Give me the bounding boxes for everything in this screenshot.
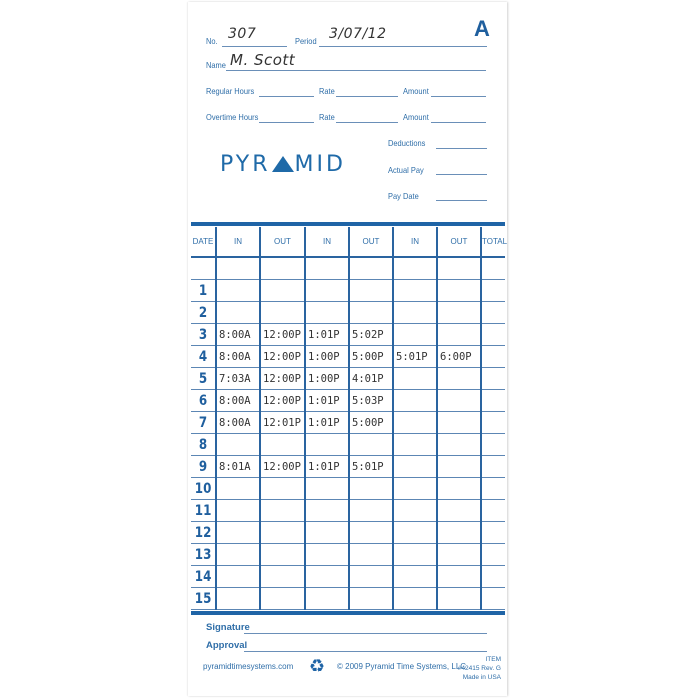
time-cell[interactable]: 7:03A: [216, 368, 260, 390]
time-cell[interactable]: 8:00A: [216, 324, 260, 346]
time-cell[interactable]: [349, 302, 393, 324]
time-cell[interactable]: 1:00P: [305, 368, 349, 390]
time-cell[interactable]: 5:02P: [349, 324, 393, 346]
table-row: [191, 368, 505, 390]
time-cell[interactable]: [393, 478, 437, 500]
time-cell[interactable]: [437, 456, 481, 478]
pay-date-field[interactable]: [436, 200, 487, 201]
time-cell[interactable]: [349, 500, 393, 522]
table-row: [191, 544, 505, 566]
table-header-row: [191, 227, 505, 257]
time-cell[interactable]: [305, 478, 349, 500]
time-table: [191, 227, 508, 610]
time-cell[interactable]: 1:00P: [305, 346, 349, 368]
overtime-amount-label: Amount: [403, 112, 429, 122]
no-label: No.: [206, 36, 218, 46]
time-cell[interactable]: [260, 522, 305, 544]
time-cell[interactable]: [305, 544, 349, 566]
table-row: [191, 390, 505, 412]
table-row: [191, 412, 505, 434]
time-cell[interactable]: [260, 302, 305, 324]
time-cell[interactable]: 12:01P: [260, 412, 305, 434]
time-card: [188, 2, 507, 696]
time-cell[interactable]: 12:00P: [260, 324, 305, 346]
table-bottom-bar: [191, 611, 505, 615]
logo-text-right: MID: [294, 152, 346, 177]
date-cell: 9: [193, 456, 214, 478]
date-cell: 11: [193, 500, 214, 522]
card-letter: A: [474, 16, 490, 41]
date-cell: 6: [193, 390, 214, 412]
date-cell: 1: [193, 280, 214, 302]
time-cell[interactable]: [481, 544, 505, 566]
pyramid-triangle-icon: [272, 156, 294, 172]
time-cell[interactable]: [216, 500, 260, 522]
time-cell[interactable]: [481, 324, 505, 346]
time-cell[interactable]: [437, 566, 481, 588]
overtime-rate-label: Rate: [319, 112, 335, 122]
time-cell[interactable]: [260, 544, 305, 566]
time-cell[interactable]: 5:01P: [349, 456, 393, 478]
time-cell[interactable]: [481, 588, 505, 610]
regular-rate-field[interactable]: [336, 96, 398, 97]
time-cell[interactable]: [216, 302, 260, 324]
date-cell: 14: [193, 566, 214, 588]
pay-date-label: Pay Date: [388, 191, 419, 201]
time-cell[interactable]: [305, 566, 349, 588]
time-cell[interactable]: [349, 544, 393, 566]
col-header-out-3: OUT: [437, 227, 481, 257]
overtime-hours-field[interactable]: [259, 122, 314, 123]
time-cell[interactable]: 5:00P: [349, 412, 393, 434]
time-cell[interactable]: [437, 478, 481, 500]
recycle-icon: ♻: [308, 656, 326, 676]
col-header-in-2: IN: [305, 227, 349, 257]
table-row: [191, 588, 505, 610]
name-label: Name: [206, 60, 226, 70]
overtime-rate-field[interactable]: [336, 122, 398, 123]
time-cell[interactable]: [393, 456, 437, 478]
time-cell[interactable]: [393, 390, 437, 412]
time-cell[interactable]: [481, 478, 505, 500]
table-row: [191, 280, 505, 302]
time-cell[interactable]: [393, 368, 437, 390]
date-cell: 7: [193, 412, 214, 434]
period-label: Period: [295, 36, 317, 46]
signature-field[interactable]: [244, 633, 487, 634]
time-cell[interactable]: [305, 500, 349, 522]
time-cell[interactable]: [393, 522, 437, 544]
table-top-bar: [191, 222, 505, 226]
time-cell[interactable]: [393, 434, 437, 456]
time-cell[interactable]: [393, 302, 437, 324]
time-cell[interactable]: [216, 522, 260, 544]
time-cell[interactable]: [393, 566, 437, 588]
period-line: [319, 46, 487, 47]
col-header-in-3: IN: [393, 227, 437, 257]
time-cell[interactable]: [216, 478, 260, 500]
time-cell[interactable]: [349, 566, 393, 588]
time-cell[interactable]: 6:00P: [437, 346, 481, 368]
col-header-out-2: OUT: [349, 227, 393, 257]
time-cell[interactable]: [437, 368, 481, 390]
time-cell[interactable]: [437, 522, 481, 544]
time-cell[interactable]: [437, 544, 481, 566]
col-header-out-1: OUT: [260, 227, 305, 257]
pyramid-logo: [220, 152, 346, 177]
time-cell[interactable]: [216, 544, 260, 566]
time-cell[interactable]: 8:00A: [216, 390, 260, 412]
time-cell[interactable]: 5:03P: [349, 390, 393, 412]
time-cell[interactable]: [260, 434, 305, 456]
table-row: [191, 456, 505, 478]
time-cell[interactable]: 8:00A: [216, 412, 260, 434]
table-row: [191, 478, 505, 500]
time-cell[interactable]: [260, 566, 305, 588]
time-cell[interactable]: 12:00P: [260, 390, 305, 412]
time-cell[interactable]: [393, 588, 437, 610]
no-line: [222, 46, 287, 47]
time-cell[interactable]: [305, 434, 349, 456]
time-cell[interactable]: [481, 390, 505, 412]
time-cell[interactable]: [437, 588, 481, 610]
time-cell[interactable]: 8:00A: [216, 346, 260, 368]
time-cell[interactable]: [481, 434, 505, 456]
time-cell[interactable]: 8:01A: [216, 456, 260, 478]
approval-field[interactable]: [244, 651, 487, 652]
date-cell: 8: [193, 434, 214, 456]
actual-pay-label: Actual Pay: [388, 165, 424, 175]
date-cell: 12: [193, 522, 214, 544]
time-cell[interactable]: [437, 390, 481, 412]
time-cell[interactable]: [260, 478, 305, 500]
time-cell[interactable]: [437, 302, 481, 324]
approval-label: Approval: [206, 640, 248, 651]
date-cell: 2: [193, 302, 214, 324]
time-cell[interactable]: [393, 412, 437, 434]
overtime-amount-field[interactable]: [431, 122, 486, 123]
table-row: [191, 434, 505, 456]
time-cell[interactable]: [349, 280, 393, 302]
name-line: [226, 70, 486, 71]
date-cell: 10: [193, 478, 214, 500]
time-cell[interactable]: 4:01P: [349, 368, 393, 390]
time-cell[interactable]: [260, 588, 305, 610]
time-cell[interactable]: [481, 368, 505, 390]
table-row: [191, 522, 505, 544]
time-cell[interactable]: 1:01P: [305, 456, 349, 478]
time-cell[interactable]: [481, 456, 505, 478]
time-cell[interactable]: 1:01P: [305, 390, 349, 412]
signature-label: Signature: [206, 622, 250, 633]
period-value[interactable]: 3/07/12: [329, 26, 387, 42]
time-cell[interactable]: [305, 588, 349, 610]
time-cell[interactable]: [393, 280, 437, 302]
time-cell[interactable]: [305, 522, 349, 544]
no-value[interactable]: 307: [228, 26, 257, 42]
time-cell[interactable]: [481, 302, 505, 324]
time-cell[interactable]: [481, 346, 505, 368]
table-row: [191, 324, 505, 346]
item-number: ITEM #42415 Rev. G Made in USA: [457, 656, 501, 681]
date-cell: 5: [193, 368, 214, 390]
time-cell[interactable]: 1:01P: [305, 324, 349, 346]
time-cell[interactable]: [481, 500, 505, 522]
time-cell[interactable]: [305, 280, 349, 302]
overtime-hours-label: Overtime Hours: [206, 112, 259, 122]
time-cell[interactable]: [393, 324, 437, 346]
time-cell[interactable]: [481, 566, 505, 588]
date-cell: 13: [193, 544, 214, 566]
time-cell[interactable]: [216, 280, 260, 302]
deductions-label: Deductions: [388, 138, 426, 148]
time-cell[interactable]: [305, 302, 349, 324]
regular-rate-label: Rate: [319, 86, 335, 96]
time-cell[interactable]: 5:01P: [393, 346, 437, 368]
time-cell[interactable]: [393, 544, 437, 566]
actual-pay-field[interactable]: [436, 174, 487, 175]
table-row: [191, 566, 505, 588]
time-cell[interactable]: [216, 434, 260, 456]
deductions-field[interactable]: [436, 148, 487, 149]
time-cell[interactable]: [437, 324, 481, 346]
time-cell[interactable]: 5:00P: [349, 346, 393, 368]
date-cell: 15: [193, 588, 214, 610]
time-cell[interactable]: [349, 478, 393, 500]
col-header-date: DATE: [191, 227, 216, 257]
time-cell[interactable]: [260, 500, 305, 522]
time-cell[interactable]: 12:00P: [260, 368, 305, 390]
time-cell[interactable]: 12:00P: [260, 456, 305, 478]
table-row: [191, 302, 505, 324]
time-cell[interactable]: [349, 588, 393, 610]
time-cell[interactable]: [437, 412, 481, 434]
time-cell[interactable]: [260, 280, 305, 302]
time-cell[interactable]: [437, 280, 481, 302]
time-cell[interactable]: [393, 500, 437, 522]
regular-hours-label: Regular Hours: [206, 86, 255, 96]
date-cell: 4: [193, 346, 214, 368]
table-row: [191, 346, 505, 368]
time-cell[interactable]: [481, 280, 505, 302]
time-cell[interactable]: [216, 566, 260, 588]
regular-amount-field[interactable]: [431, 96, 486, 97]
time-cell[interactable]: [481, 412, 505, 434]
time-cell[interactable]: 12:00P: [260, 346, 305, 368]
time-cell[interactable]: [349, 434, 393, 456]
time-cell[interactable]: [349, 522, 393, 544]
time-cell[interactable]: [437, 434, 481, 456]
col-header-in-1: IN: [216, 227, 260, 257]
logo-text-left: PYR: [220, 152, 271, 177]
col-header-total: TOTAL: [481, 227, 505, 257]
table-row: [191, 500, 505, 522]
time-cell[interactable]: [481, 522, 505, 544]
name-value[interactable]: M. Scott: [230, 51, 296, 69]
website-link[interactable]: pyramidtimesystems.com: [203, 662, 294, 671]
regular-hours-field[interactable]: [259, 96, 314, 97]
regular-amount-label: Amount: [403, 86, 429, 96]
time-cell[interactable]: 1:01P: [305, 412, 349, 434]
copyright-text: © 2009 Pyramid Time Systems, LLC: [337, 662, 467, 671]
time-cell[interactable]: [437, 500, 481, 522]
table-blank-row: [191, 257, 505, 280]
date-cell: 3: [193, 324, 214, 346]
time-cell[interactable]: [216, 588, 260, 610]
